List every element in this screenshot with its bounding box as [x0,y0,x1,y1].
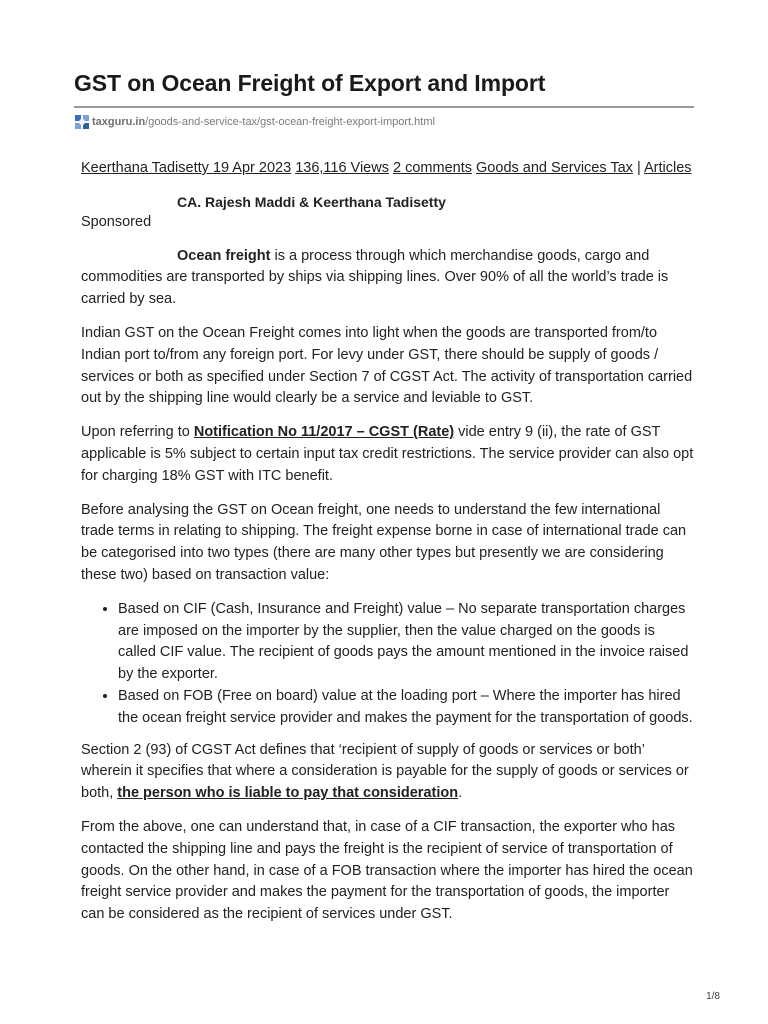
paragraph-gst-levy: Indian GST on the Ocean Freight comes into light when the goods are transported from/to Indian port to/from any foreign port. For levy under GST, there should be supply of goods / services or both as specified under Section 7 of CGST Act. The activity of transportation carried out by the shipping line would clearly be a service and leviable to GST. [81,324,693,407]
paragraph-conclusion: From the above, one can understand that, in case of a CIF transaction, the exporter who has contacted the shipping line and pays the freight is the recipient of service of transportation of goods. On the other hand, in case of a FOB transaction where the importer has hired the ocean freight service provider and makes the payment for the transportation of goods, the importer can be considered as the recipient of services under GST. [81,818,693,923]
articles-link[interactable]: Articles [643,160,692,176]
liable-person-link[interactable]: the person who is liable to pay that consideration [117,785,459,802]
source-url[interactable] [74,114,435,130]
comments-link[interactable]: 2 comments [393,160,472,176]
list-item: • Based on CIF (Cash, Insurance and Freight) value – No separate transportation charges are imposed on the importer by the supplier, then the value charged on the goods is called CIF value. The recipient of goods pays the amount mentioned in the invoice raised by the exporter. [118,599,695,686]
author-link[interactable]: Keerthana Tadisetty 19 Apr 2023 [81,160,292,176]
source-path[interactable]: /goods-and-service-tax/gst-ocean-freight-export-import.html [145,116,435,128]
notification-link[interactable]: Notification No 11/2017 – CGST (Rate) [193,424,455,441]
paragraph-notification: Upon referring to Notification No 11/2017 – CGST (Rate) vide entry 9 (ii), the rate of GST applicable is 5% subject to certain input tax credit restrictions. The service provider can also opt for charging 18% GST with ITC benefit. [81,424,694,484]
intro-paragraph [81,246,695,311]
paragraph-trade-terms: Before analysing the GST on Ocean freight, one needs to understand the few international trade terms in relating to shipping. The freight expense borne in case of international trade can be categorised into two types (there are many other types but presently we are considering these two) based on transaction value: [81,501,687,583]
article-authors: CA. Rajesh Maddi & Keerthana Tadisetty [177,193,446,210]
page-title: GST on Ocean Freight of Export and Import [74,70,546,96]
list-item: • Based on FOB (Free on board) value at the loading port – Where the importer has hired the ocean freight service provider and makes the payment for the transportation of goods. [118,686,695,730]
views-link[interactable]: 136,116 Views [295,160,389,176]
meta-separator: | [636,160,641,176]
paragraph-section-2-93: Section 2 (93) of CGST Act defines that ‘recipient of supply of goods or services or both’ wherein it specifies that where a consideration is payable for the supply of goods or services or both, the person who is liable to pay that consideration. [81,741,689,802]
intro-text: is a process through which merchandise goods, cargo and commodities are transported by ships via shipping lines. Over 90% of all the world’s trade is carried by sea. [81,247,669,308]
freight-types-list [81,599,695,730]
intro-bold-term: Ocean freight [177,247,271,264]
sponsored-label: Sponsored [81,213,152,230]
category-link[interactable]: Goods and Services Tax [476,160,633,176]
title-divider [74,106,694,108]
article-body [81,158,695,938]
page-number: 1/8 [706,991,720,1002]
source-domain[interactable]: taxguru.in [92,116,146,128]
article-meta [81,158,695,180]
taxguru-favicon-icon [74,114,90,130]
